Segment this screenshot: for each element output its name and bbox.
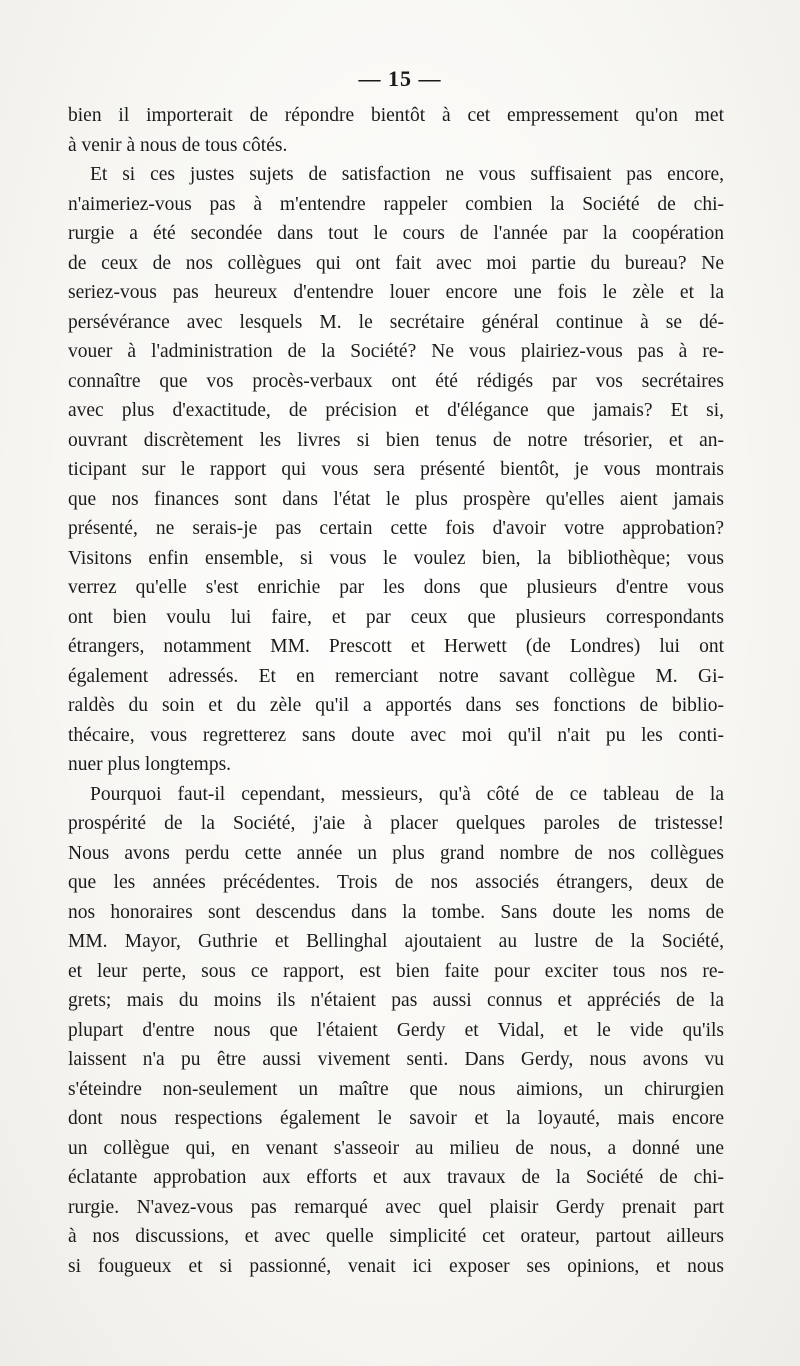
text-line: un collègue qui, en venant s'asseoir au milieu de nous, a donné une bbox=[68, 1137, 724, 1159]
text-line: n'aimeriez-vous pas à m'entendre rappeler combien la Société de chi- bbox=[68, 193, 724, 215]
text-line: s'éteindre non-seulement un maître que nous aimions, un chirurgien bbox=[68, 1078, 724, 1100]
text-line: ont bien voulu lui faire, et par ceux que plusieurs correspondants bbox=[68, 606, 724, 628]
text-line: plupart d'entre nous que l'étaient Gerdy et Vidal, et le vide qu'ils bbox=[68, 1019, 724, 1041]
text-line: nuer plus longtemps. bbox=[68, 754, 232, 775]
text-line: laissent n'a pu être aussi vivement senti. Dans Gerdy, nous avons vu bbox=[68, 1049, 724, 1070]
text-line: bien il importerait de répondre bientôt à cet empressement qu'on met bbox=[68, 105, 724, 126]
text-line: nos honoraires sont descendus dans la tombe. Sans doute les noms de bbox=[68, 901, 724, 923]
text-line: Et si ces justes sujets de satisfaction ne vous suffisaient pas encore, bbox=[90, 164, 724, 185]
text-line: de ceux de nos collègues qui ont fait avec moi partie du bureau? Ne bbox=[68, 252, 724, 274]
text-line: que les années précédentes. Trois de nos associés étrangers, deux de bbox=[68, 872, 724, 893]
paragraph-2 bbox=[68, 160, 724, 780]
text-line: Visitons enfin ensemble, si vous le voulez bien, la bibliothèque; vous bbox=[68, 547, 724, 569]
text-line: thécaire, vous regretterez sans doute avec moi qu'il n'ait pu les conti- bbox=[68, 724, 724, 746]
text-line: également adressés. Et en remerciant notre savant collègue M. Gi- bbox=[68, 665, 724, 687]
text-line: grets; mais du moins ils n'étaient pas aussi connus et appréciés de la bbox=[68, 990, 724, 1011]
text-line: raldès du soin et du zèle qu'il a apportés dans ses fonctions de biblio- bbox=[68, 695, 724, 716]
page-number: — 15 — bbox=[358, 66, 442, 91]
text-line: dont nous respections également le savoir et la loyauté, mais encore bbox=[68, 1108, 724, 1129]
text-line: prospérité de la Société, j'aie à placer quelques paroles de tristesse! bbox=[68, 813, 724, 834]
text-line: présenté, ne serais-je pas certain cette fois d'avoir votre approbation? bbox=[68, 518, 724, 539]
text-line: connaître que vos procès-verbaux ont été rédigés par vos secrétaires bbox=[68, 370, 724, 392]
body-text bbox=[68, 101, 724, 1281]
text-line: que nos finances sont dans l'état le plus prospère qu'elles aient jamais bbox=[68, 488, 724, 510]
text-line: seriez-vous pas heureux d'entendre louer encore une fois le zèle et la bbox=[68, 282, 724, 303]
text-line: si fougueux et si passionné, venait ici exposer ses opinions, et nous bbox=[68, 1255, 724, 1277]
text-line: rurgie a été secondée dans tout le cours de l'année par la coopération bbox=[68, 223, 724, 244]
text-line: vouer à l'administration de la Société? Ne vous plairiez-vous pas à re- bbox=[68, 341, 724, 362]
text-line: Nous avons perdu cette année un plus grand nombre de nos collègues bbox=[68, 842, 724, 864]
text-line: Pourquoi faut-il cependant, messieurs, qu'à côté de ce tableau de la bbox=[90, 783, 724, 805]
text-line: ticipant sur le rapport qui vous sera présenté bientôt, je vous montrais bbox=[68, 459, 724, 480]
text-line: persévérance avec lesquels M. le secrétaire général continue à se dé- bbox=[68, 311, 724, 333]
paragraph-1 bbox=[68, 101, 724, 160]
text-line: ouvrant discrètement les livres si bien tenus de notre trésorier, et an- bbox=[68, 429, 724, 451]
text-line: à nos discussions, et avec quelle simplicité cet orateur, partout ailleurs bbox=[68, 1226, 724, 1247]
text-line: avec plus d'exactitude, de précision et d'élégance que jamais? Et si, bbox=[68, 400, 724, 421]
paragraph-3 bbox=[68, 780, 724, 1282]
text-line: éclatante approbation aux efforts et aux travaux de la Société de chi- bbox=[68, 1167, 724, 1188]
text-line: MM. Mayor, Guthrie et Bellinghal ajoutaient au lustre de la Société, bbox=[68, 931, 724, 952]
text-line: verrez qu'elle s'est enrichie par les dons que plusieurs d'entre vous bbox=[68, 577, 724, 598]
text-line: rurgie. N'avez-vous pas remarqué avec quel plaisir Gerdy prenait part bbox=[68, 1196, 724, 1218]
text-line: et leur perte, sous ce rapport, est bien faite pour exciter tous nos re- bbox=[68, 960, 724, 982]
text-line: à venir à nous de tous côtés. bbox=[68, 134, 288, 156]
text-line: étrangers, notamment MM. Prescott et Herwett (de Londres) lui ont bbox=[68, 636, 724, 657]
